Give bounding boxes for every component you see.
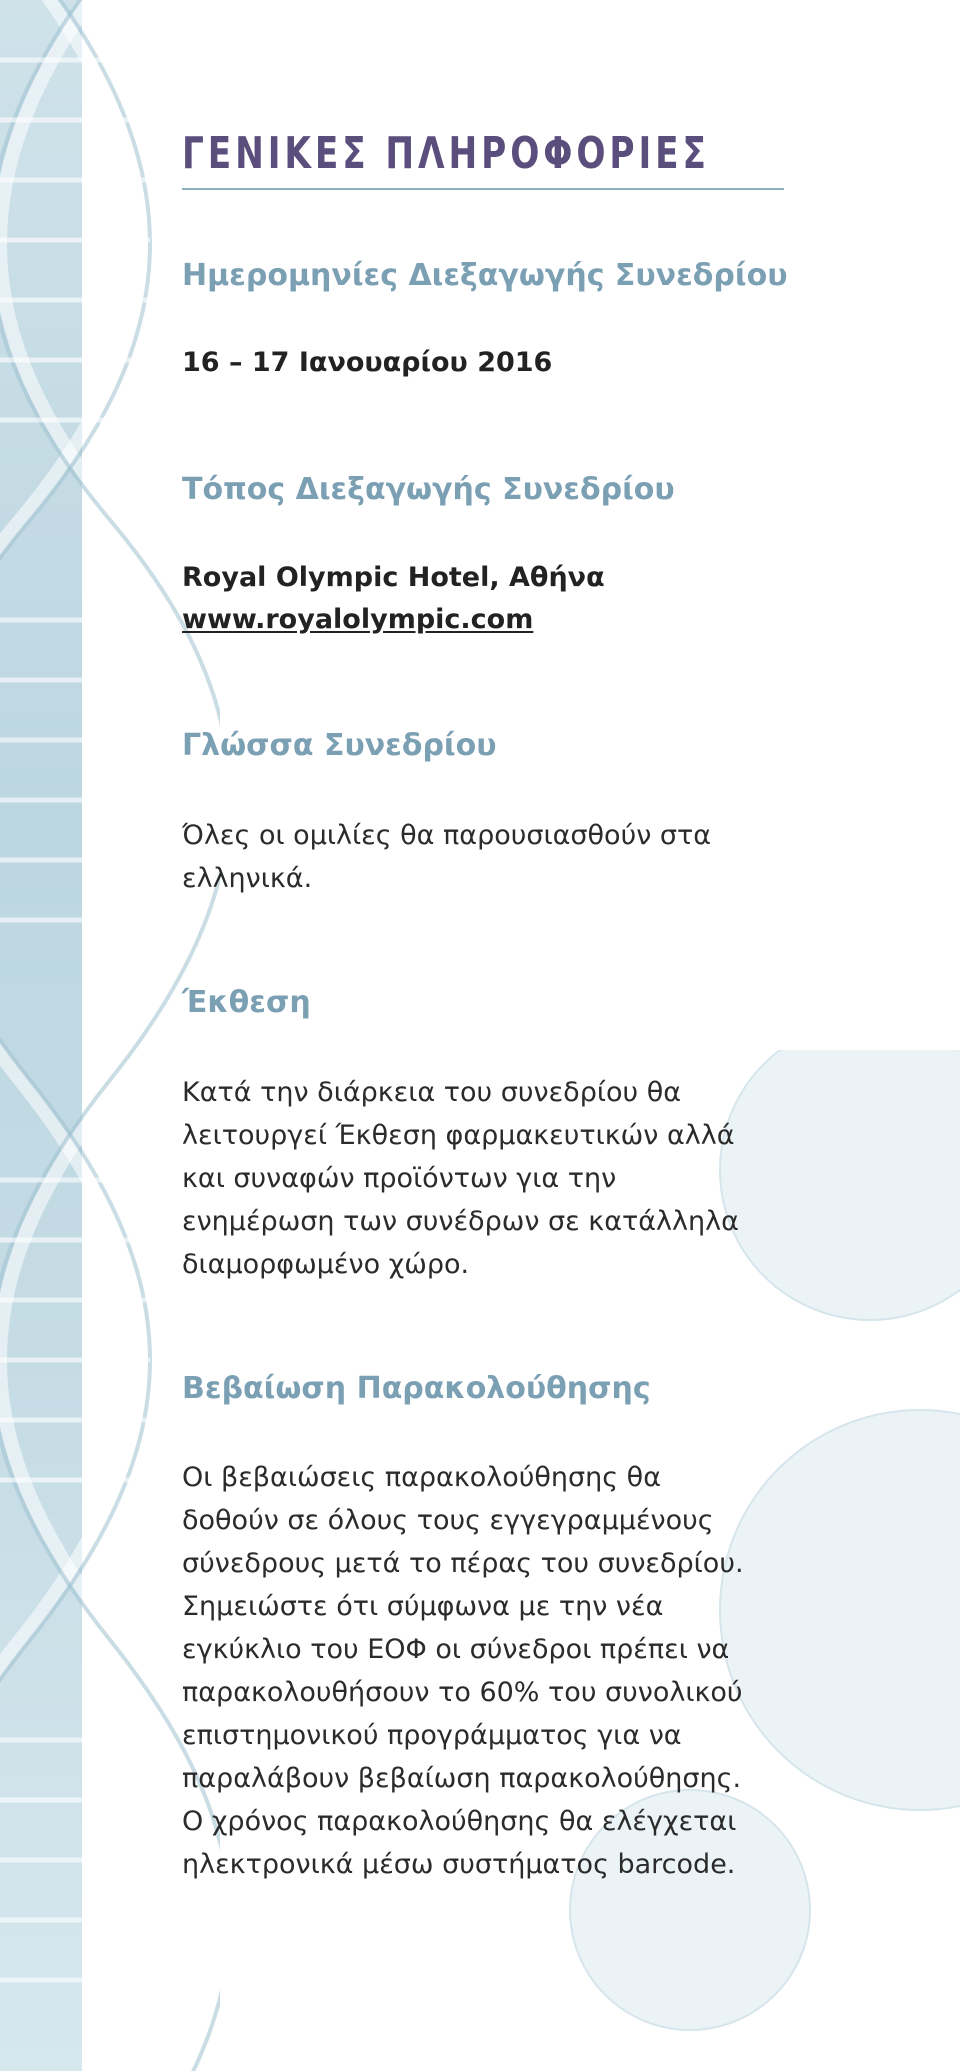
paragraph-line: παρακολουθήσουν το 60% του συνολικού — [182, 1677, 743, 1708]
venue-heading: Τόπος Διεξαγωγής Συνεδρίου — [182, 472, 675, 507]
attendance-paragraph — [182, 1456, 744, 1886]
paragraph-line: σύνεδρους μετά το πέρας του συνεδρίου. — [182, 1548, 744, 1579]
paragraph-line: ελληνικά. — [182, 863, 313, 894]
exhibition-heading: Έκθεση — [182, 985, 311, 1020]
language-heading: Γλώσσα Συνεδρίου — [182, 728, 497, 763]
attendance-heading: Βεβαίωση Παρακολούθησης — [182, 1371, 651, 1406]
paragraph-line: παραλάβουν βεβαίωση παρακολούθησης. — [182, 1763, 742, 1794]
paragraph-line: διαμορφωμένο χώρο. — [182, 1249, 470, 1280]
paragraph-line: Όλες οι ομιλίες θα παρουσιασθούν στα — [182, 820, 712, 851]
paragraph-line: ηλεκτρονικά μέσω συστήματος barcode. — [182, 1849, 736, 1880]
paragraph-line: λειτουργεί Έκθεση φαρμακευτικών αλλά — [182, 1120, 735, 1151]
paragraph-line: Κατά την διάρκεια του συνεδρίου θα — [182, 1077, 682, 1108]
paragraph-line: Οι βεβαιώσεις παρακολούθησης θα — [182, 1462, 661, 1493]
paragraph-line: Ο χρόνος παρακολούθησης θα ελέγχεται — [182, 1806, 737, 1837]
title-divider — [182, 188, 784, 190]
dates-heading: Ημερομηνίες Διεξαγωγής Συνεδρίου — [182, 258, 788, 293]
venue-block — [182, 557, 605, 641]
paragraph-line: επιστημονικού προγράμματος για να — [182, 1720, 682, 1751]
page-title: ΓΕΝΙΚΕΣ ΠΛΗΡΟΦΟΡΙΕΣ — [182, 128, 710, 179]
paragraph-line: εγκύκλιο του ΕΟΦ οι σύνεδροι πρέπει να — [182, 1634, 730, 1665]
exhibition-paragraph — [182, 1071, 739, 1286]
paragraph-line: και συναφών προϊόντων για την — [182, 1163, 617, 1194]
venue-name: Royal Olympic Hotel, Αθήνα — [182, 562, 605, 593]
dates-value: 16 – 17 Ιανουαρίου 2016 — [182, 347, 553, 378]
paragraph-line: δοθούν σε όλους τους εγγεγραμμένους — [182, 1505, 714, 1536]
paragraph-line: ενημέρωση των συνέδρων σε κατάλληλα — [182, 1206, 739, 1237]
venue-website-link[interactable]: www.royalolympic.com — [182, 604, 534, 635]
language-paragraph — [182, 814, 711, 900]
paragraph-line: Σημειώστε ότι σύμφωνα με την νέα — [182, 1591, 664, 1622]
